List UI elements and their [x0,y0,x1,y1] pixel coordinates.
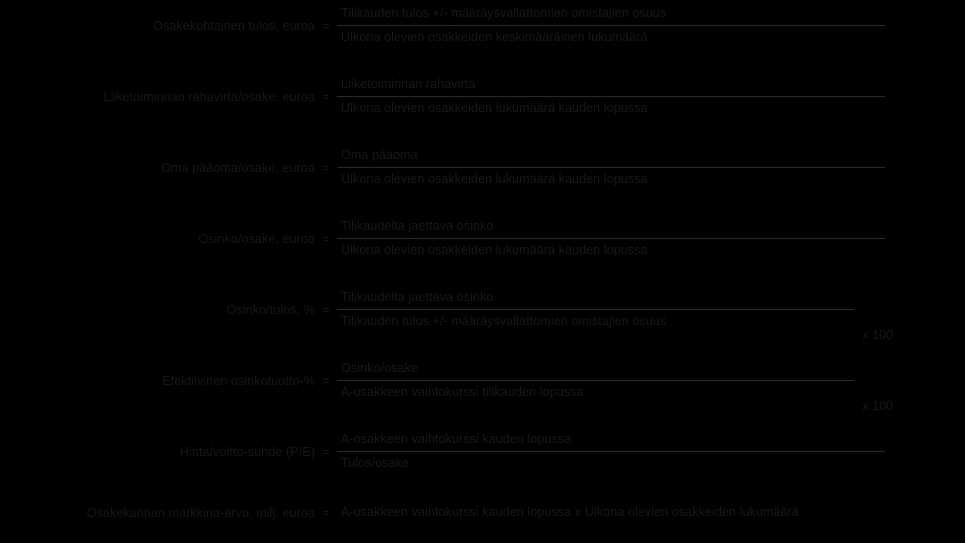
formula-expression: A-osakkeen vaihtokurssi kauden lopussa x Ulkona olevien osakkeiden lukumäärä [341,505,799,519]
fraction-numerator: Liiketoiminnan rahavirta [341,77,476,91]
fraction-numerator: Tilikaudelta jaettava osinko [341,219,494,233]
equals-sign: = [322,89,330,104]
formula-label: Osakekannan markkina-arvo, milj. euroa [86,505,315,520]
formula-multiplier: x 100 [862,399,893,413]
fraction [337,286,854,333]
formula-label: Liiketoiminnan rahavirta/osake, euroa [103,89,315,104]
formula-row [72,144,893,191]
formula-row [72,2,893,49]
formula-label: Osinko/osake, euroa [198,231,315,246]
equals-sign: = [322,231,330,246]
formula-label: Osinko/tulos, % [226,302,315,317]
formula-sheet [72,0,893,531]
fraction [337,2,885,49]
fraction-denominator: Ulkona olevien osakkeiden keskimääräinen lukumäärä [341,30,648,44]
fraction-numerator: A-osakkeen vaihtokurssi kauden lopussa [341,432,572,446]
formula-label: Osakekohtainen tulos, euroa [153,18,315,33]
fraction [337,215,885,262]
formula-label: Efektiivinen osinkotuotto-% [162,373,315,388]
formula-row [72,286,893,342]
equals-sign: = [322,505,330,520]
fraction-numerator: Osinko/osake [341,361,418,375]
fraction-denominator: Ulkona olevien osakkeiden lukumäärä kauden lopussa [341,101,648,115]
fraction-denominator: Ulkona olevien osakkeiden lukumäärä kauden lopussa [341,243,648,257]
formula-row [72,428,893,475]
formula-row [72,215,893,262]
fraction-numerator: Tilikaudelta jaettava osinko [341,290,494,304]
formula-row [72,73,893,120]
fraction [337,144,885,191]
equals-sign: = [322,373,330,388]
equals-sign: = [322,160,330,175]
formula-label: Oma pääoma/osake, euroa [161,160,315,175]
formula-label: Hinta/voitto-suhde (P/E) [179,444,315,459]
fraction-numerator: Oma pääoma [341,148,418,162]
fraction [337,428,885,475]
equals-sign: = [322,302,330,317]
formula-row-single-line [72,505,893,520]
fraction-numerator: Tilikauden tulos +/- määräysvallattomien omistajien osuus [341,6,667,20]
formula-row [72,357,893,413]
equals-sign: = [322,444,330,459]
fraction-denominator: Ulkona olevien osakkeiden lukumäärä kauden lopussa [341,172,648,186]
formula-multiplier: x 100 [862,328,893,342]
fraction-denominator: A-osakkeen vaihtokurssi tilikauden lopussa [341,385,584,399]
equals-sign: = [322,18,330,33]
fraction-denominator: Tilikauden tulos +/- määräysvallattomien omistajien osuus [341,314,667,328]
fraction [337,357,854,404]
fraction-denominator: Tulos/osake [341,456,410,470]
fraction [337,73,885,120]
